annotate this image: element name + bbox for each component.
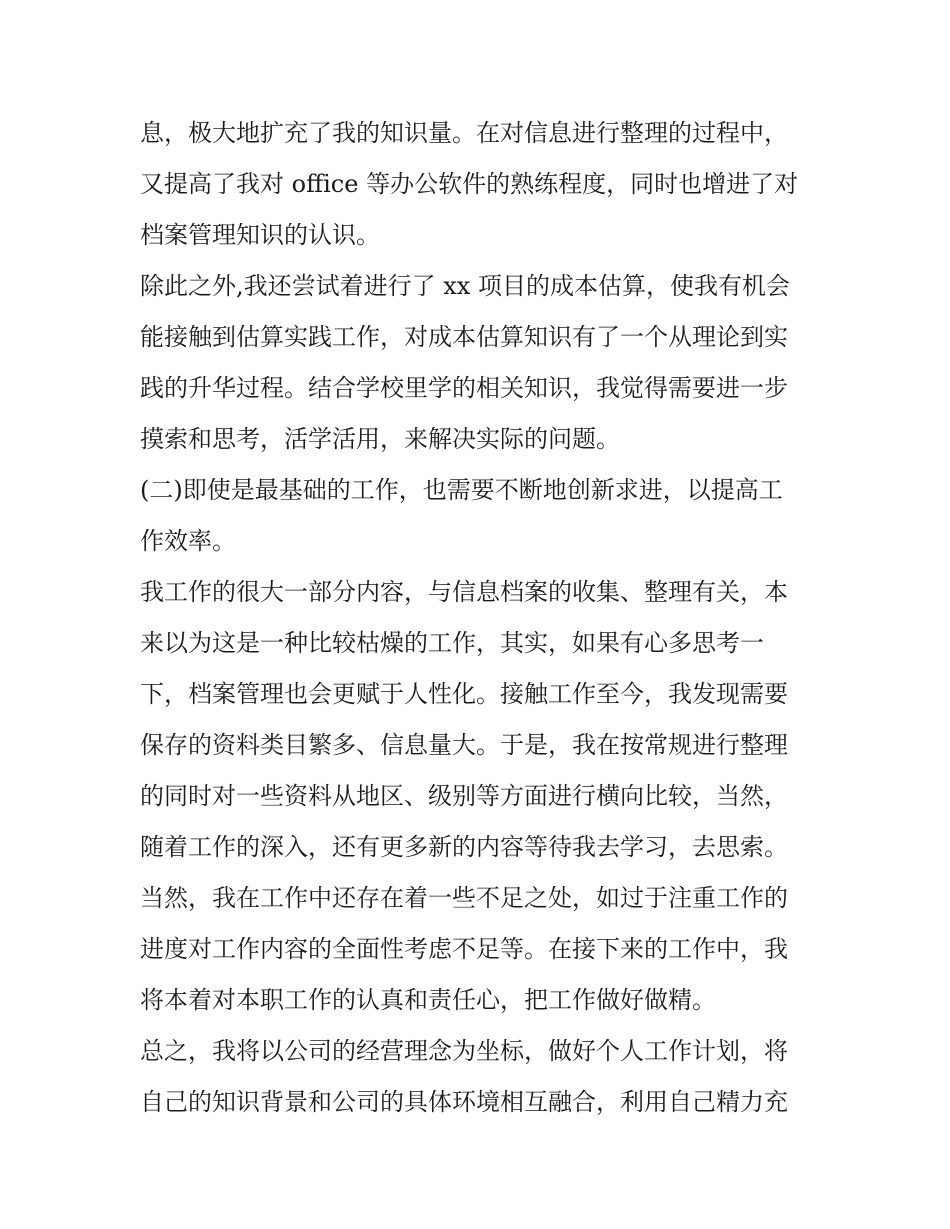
text-line: 进度对工作内容的全面性考虑不足等。在接下来的工作中，我 xyxy=(140,935,788,963)
text-line: (二)即使是最基础的工作，也需要不断地创新求进，以提高工 xyxy=(140,476,783,504)
text-line: 当然，我在工作中还存在着一些不足之处，如过于注重工作的 xyxy=(140,884,788,912)
text-line: 档案管理知识的认识。 xyxy=(140,221,380,249)
text-line: 息，极大地扩充了我的知识量。在对信息进行整理的过程中， xyxy=(140,119,788,147)
text-line: 除此之外,我还尝试着进行了 xx 项目的成本估算，使我有机会 xyxy=(140,272,790,300)
text-line: 下，档案管理也会更赋于人性化。接触工作至今，我发现需要 xyxy=(140,680,788,708)
text-line: 又提高了我对 office 等办公软件的熟练程度，同时也增进了对 xyxy=(140,170,799,198)
text-line: 自己的知识背景和公司的具体环境相互融合，利用自己精力充 xyxy=(140,1088,788,1116)
text-line: 能接触到估算实践工作，对成本估算知识有了一个从理论到实 xyxy=(140,323,788,351)
text-line: 摸索和思考，活学活用，来解决实际的问题。 xyxy=(140,425,620,453)
text-line: 保存的资料类目繁多、信息量大。于是，我在按常规进行整理 xyxy=(140,731,788,759)
text-line: 我工作的很大一部分内容，与信息档案的收集、整理有关，本 xyxy=(140,578,788,606)
text-line: 将本着对本职工作的认真和责任心，把工作做好做精。 xyxy=(140,986,716,1014)
text-line: 总之，我将以公司的经营理念为坐标，做好个人工作计划，将 xyxy=(140,1037,788,1065)
text-line: 来以为这是一种比较枯燥的工作，其实，如果有心多思考一 xyxy=(140,629,764,657)
text-line: 的同时对一些资料从地区、级别等方面进行横向比较，当然， xyxy=(140,782,788,810)
document-body xyxy=(140,108,820,1128)
text-line: 作效率。 xyxy=(140,527,236,555)
text-line: 随着工作的深入，还有更多新的内容等待我去学习，去思索。 xyxy=(140,833,788,861)
text-line: 践的升华过程。结合学校里学的相关知识，我觉得需要进一步 xyxy=(140,374,788,402)
